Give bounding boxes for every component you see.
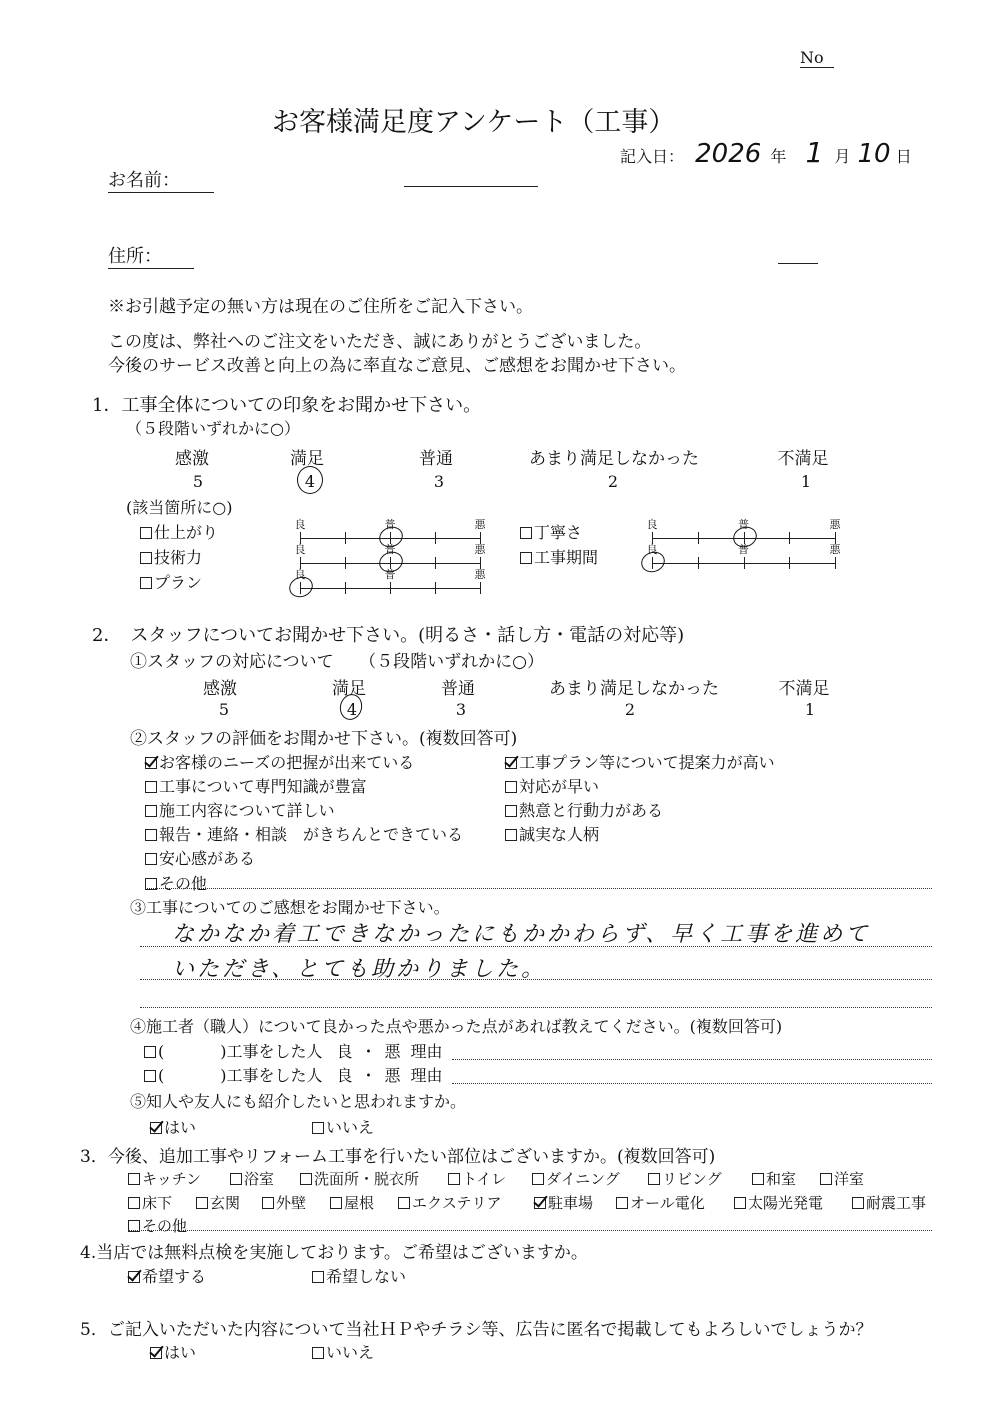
q1-scale-value[interactable]: 4 xyxy=(304,472,316,491)
q2-title: 2． スタッフについてお聞かせ下さい。(明るさ・話し方・電話の対応等) xyxy=(92,625,685,646)
q1-scale-label: 感激 xyxy=(175,449,209,469)
item-label: 工事について専門知識が豊富 xyxy=(159,777,367,796)
option-label: 玄関 xyxy=(210,1194,241,1212)
checkbox[interactable] xyxy=(312,1347,324,1359)
option-label: 洗面所・脱衣所 xyxy=(314,1170,420,1188)
checkbox[interactable] xyxy=(145,853,157,865)
staff-eval-item[interactable] xyxy=(505,774,599,797)
separator: ・ xyxy=(360,1066,377,1085)
thanks-line-1: この度は、弊社へのご注文をいただき、誠にありがとうございました。 xyxy=(108,332,652,352)
scale-mid-label: 普 xyxy=(384,568,396,581)
bad-option[interactable]: 悪 xyxy=(384,1042,401,1061)
q2-scale-label: あまり満足しなかった xyxy=(549,679,719,699)
comment-rule xyxy=(140,1007,932,1008)
checkbox[interactable] xyxy=(398,1197,410,1209)
name-field[interactable] xyxy=(404,186,538,187)
area-option[interactable] xyxy=(648,1168,722,1189)
option-label: トイレ xyxy=(462,1170,507,1188)
q2-scale-value[interactable]: 1 xyxy=(804,700,816,719)
scale-tick[interactable] xyxy=(835,557,836,569)
item-label: 工事期間 xyxy=(534,548,599,567)
checkbox[interactable] xyxy=(145,805,157,817)
page-title: お客様満足度アンケート（工事） xyxy=(272,107,676,138)
checkbox[interactable] xyxy=(262,1197,274,1209)
checkbox-checked[interactable] xyxy=(150,1347,162,1359)
option-label: 希望しない xyxy=(326,1267,407,1286)
q1-scale-value[interactable]: 1 xyxy=(800,472,812,491)
rating-scale-line[interactable] xyxy=(294,568,486,592)
q2-sub5-title: ⑤知人や友人にも紹介したいと思われますか。 xyxy=(130,1092,467,1111)
option-label: 駐車場 xyxy=(548,1194,594,1212)
scale-mid-label: 普 xyxy=(384,518,396,531)
option-label: 屋根 xyxy=(344,1194,375,1212)
option-label: リビング xyxy=(662,1170,722,1188)
selected-mark-circle xyxy=(638,548,667,575)
q5-yes[interactable] xyxy=(150,1340,196,1363)
q4-no[interactable] xyxy=(312,1264,406,1287)
item-label: 誠実な人柄 xyxy=(519,825,600,844)
staff-eval-item[interactable] xyxy=(145,750,414,773)
checkbox[interactable] xyxy=(752,1173,764,1185)
comment-rule xyxy=(140,946,932,947)
scale-tick[interactable] xyxy=(390,582,391,594)
option-label: 太陽光発電 xyxy=(748,1194,824,1212)
option-label: 希望する xyxy=(142,1267,207,1286)
scale-tick[interactable] xyxy=(345,582,346,594)
item-label: 丁寧さ xyxy=(534,523,583,542)
option-label: 外壁 xyxy=(276,1194,307,1212)
comment-line-2[interactable]: いただき、とても助かりました。 xyxy=(172,957,547,982)
area-option[interactable] xyxy=(752,1168,796,1189)
q1-sub-instruction: (該当箇所に○) xyxy=(126,498,233,517)
scale-bad-label: 悪 xyxy=(474,518,486,531)
rating-scale-line[interactable] xyxy=(294,518,486,542)
option-label: はい xyxy=(164,1118,197,1137)
date-month[interactable]: 1 xyxy=(805,136,824,169)
option-label: キッチン xyxy=(142,1170,201,1188)
option-label: エクステリア xyxy=(412,1194,502,1212)
checkbox-checked[interactable] xyxy=(145,757,157,769)
checkbox[interactable] xyxy=(230,1173,242,1185)
q2-scale-value[interactable]: 2 xyxy=(624,700,636,719)
checkbox[interactable] xyxy=(532,1173,544,1185)
rating-scale-line[interactable] xyxy=(294,543,486,567)
area-option[interactable] xyxy=(616,1192,705,1213)
reason-label: 理由 xyxy=(410,1066,443,1085)
item-finish[interactable] xyxy=(140,520,218,543)
q2-sub1-title: ①スタッフの対応について （５段階いずれかに○） xyxy=(130,652,544,672)
area-option[interactable] xyxy=(230,1168,274,1189)
q4-yes[interactable] xyxy=(128,1264,206,1287)
item-label: 報告・連絡・相談 がきちんとできている xyxy=(159,825,464,844)
checkbox[interactable] xyxy=(520,552,532,564)
checkbox[interactable] xyxy=(734,1197,746,1209)
q2-scale-label: 普通 xyxy=(441,679,475,699)
recommend-no[interactable] xyxy=(312,1115,374,1138)
area-option[interactable] xyxy=(330,1192,374,1213)
staff-eval-item[interactable] xyxy=(505,750,775,773)
date-label: 記入日： xyxy=(620,147,685,166)
worker-label: )工事をした人 xyxy=(220,1042,323,1061)
option-label: 洋室 xyxy=(834,1170,865,1188)
scale-good-label: 良 xyxy=(646,518,658,531)
checkbox[interactable] xyxy=(144,1070,156,1082)
q2-sub3-title: ③工事についてのご感想をお聞かせ下さい。 xyxy=(130,898,450,917)
q2-scale-value[interactable]: 4 xyxy=(346,700,358,719)
area-option[interactable] xyxy=(852,1192,926,1213)
checkbox-checked[interactable] xyxy=(534,1197,546,1209)
area-option[interactable] xyxy=(532,1168,620,1189)
worker-label: )工事をした人 xyxy=(220,1066,323,1085)
comment-rule xyxy=(140,979,932,980)
scale-mid-label: 普 xyxy=(738,543,749,556)
date-year[interactable]: 2026 xyxy=(695,139,762,169)
checkbox[interactable] xyxy=(520,527,532,539)
option-label: いいえ xyxy=(326,1118,375,1137)
checkbox[interactable] xyxy=(140,552,152,564)
area-option[interactable] xyxy=(128,1168,201,1189)
checkbox[interactable] xyxy=(128,1197,140,1209)
recommend-yes[interactable] xyxy=(150,1115,196,1138)
area-option[interactable] xyxy=(734,1192,823,1213)
scale-tick[interactable] xyxy=(698,557,699,569)
option-label: いいえ xyxy=(326,1343,375,1362)
checkbox[interactable] xyxy=(448,1173,460,1185)
q2-sub4-title: ④施工者（職人）について良かった点や悪かった点があれば教えてください。(複数回答可) xyxy=(130,1017,783,1036)
date-day[interactable]: 10 xyxy=(857,139,891,169)
scale-good-label: 良 xyxy=(294,518,306,531)
option-label: その他 xyxy=(142,1217,188,1235)
checkbox[interactable] xyxy=(648,1173,660,1185)
item-label: 安心感がある xyxy=(159,849,256,868)
good-option[interactable]: 良 xyxy=(336,1066,353,1085)
area-option[interactable] xyxy=(398,1192,502,1213)
checkbox[interactable] xyxy=(196,1197,208,1209)
area-option[interactable] xyxy=(534,1192,593,1213)
checkbox[interactable] xyxy=(145,829,157,841)
area-option[interactable] xyxy=(820,1168,864,1189)
scale-tick[interactable] xyxy=(789,557,790,569)
thanks-line-2: 今後のサービス改善と向上の為に率直なご意見、ご感想をお聞かせ下さい。 xyxy=(108,356,686,376)
name-label: お名前： xyxy=(108,166,214,193)
q2-scale-value[interactable]: 5 xyxy=(218,700,230,719)
staff-eval-item[interactable] xyxy=(505,822,599,845)
q1-scale-label: 満足 xyxy=(290,449,324,469)
q3-title: 3．今後、追加工事やリフォーム工事を行いたい部位はございますか。(複数回答可) xyxy=(80,1147,716,1167)
item-label: プラン xyxy=(154,573,203,592)
staff-eval-item[interactable] xyxy=(145,774,367,797)
checkbox[interactable] xyxy=(144,1046,156,1058)
scale-mid-label: 普 xyxy=(384,543,396,556)
selected-mark-circle xyxy=(286,573,315,600)
item-label: 熱意と行動力がある xyxy=(519,801,664,820)
option-label: 耐震工事 xyxy=(866,1194,927,1212)
q1-instruction: （５段階いずれかに○） xyxy=(126,419,300,438)
checkbox[interactable] xyxy=(312,1122,324,1134)
rating-scale-line[interactable] xyxy=(646,518,841,542)
item-label: 施工内容について詳しい xyxy=(159,801,335,820)
reason-line[interactable] xyxy=(452,1083,932,1084)
day-unit: 日 xyxy=(895,147,912,166)
reason-label: 理由 xyxy=(410,1042,443,1061)
option-label: 床下 xyxy=(142,1194,173,1212)
paren-open: ( xyxy=(158,1042,165,1061)
scale-tick[interactable] xyxy=(480,582,481,594)
checkbox[interactable] xyxy=(505,829,517,841)
q2-sub2-title: ②スタッフの評価をお聞かせ下さい。(複数回答可) xyxy=(130,729,518,749)
checkbox[interactable] xyxy=(140,527,152,539)
checkbox[interactable] xyxy=(505,805,517,817)
option-label: 浴室 xyxy=(244,1170,275,1188)
entry-date xyxy=(620,136,912,168)
scale-mid-label: 普 xyxy=(738,518,749,531)
reason-line[interactable] xyxy=(452,1059,932,1060)
scale-tick[interactable] xyxy=(435,582,436,594)
q1-scale-value[interactable]: 5 xyxy=(192,472,204,491)
area-option[interactable] xyxy=(128,1192,172,1213)
address-note: ※お引越予定の無い方は現在のご住所をご記入下さい。 xyxy=(108,297,533,317)
area-option[interactable] xyxy=(196,1192,240,1213)
checkbox[interactable] xyxy=(616,1197,628,1209)
area-option[interactable] xyxy=(262,1192,306,1213)
scale-bad-label: 悪 xyxy=(474,543,486,556)
good-option[interactable]: 良 xyxy=(336,1042,353,1061)
scale-good-label: 良 xyxy=(294,543,306,556)
number-label: No xyxy=(800,48,834,68)
q1-scale-label: 普通 xyxy=(419,449,453,469)
q1-scale-label: 不満足 xyxy=(777,449,829,469)
q1-selected-circle xyxy=(297,466,323,494)
separator: ・ xyxy=(360,1042,377,1061)
item-plan[interactable] xyxy=(140,570,202,593)
option-label: ダイニング xyxy=(546,1170,620,1188)
staff-eval-item[interactable] xyxy=(145,822,463,845)
checkbox[interactable] xyxy=(312,1271,324,1283)
checkbox-checked[interactable] xyxy=(128,1271,140,1283)
option-label: オール電化 xyxy=(630,1194,705,1212)
checkbox[interactable] xyxy=(145,781,157,793)
paren-open: ( xyxy=(158,1066,165,1085)
staff-eval-item[interactable] xyxy=(505,798,663,821)
address-field[interactable] xyxy=(778,263,818,264)
other-line[interactable] xyxy=(145,888,932,889)
rating-scale-line[interactable] xyxy=(646,543,841,567)
item-label: お客様のニーズの把握が出来ている xyxy=(159,753,415,772)
q5-title: 5．ご記入いただいた内容について当社ＨＰやチラシ等、広告に匿名で掲載してもよろしいでしょうか？ xyxy=(80,1320,873,1340)
checkbox[interactable] xyxy=(820,1173,832,1185)
item-skill[interactable] xyxy=(140,545,202,568)
checkbox[interactable] xyxy=(140,577,152,589)
month-unit: 月 xyxy=(834,147,851,166)
area-option[interactable] xyxy=(128,1215,187,1236)
q4-title: 4.当店では無料点検を実施しております。ご希望はございますか。 xyxy=(80,1243,588,1263)
staff-eval-item[interactable] xyxy=(145,798,335,821)
worker-row[interactable] xyxy=(144,1063,443,1086)
scale-bad-label: 悪 xyxy=(474,568,486,581)
scale-tick[interactable] xyxy=(744,557,745,569)
option-label: はい xyxy=(164,1343,197,1362)
item-label: 技術力 xyxy=(154,548,203,567)
q2-scale-value[interactable]: 3 xyxy=(455,700,467,719)
q3-other-line[interactable] xyxy=(128,1230,932,1231)
q2-scale-label: 満足 xyxy=(332,679,366,699)
checkbox[interactable] xyxy=(300,1173,312,1185)
staff-eval-item[interactable] xyxy=(145,871,207,894)
address-label: 住所： xyxy=(108,242,194,269)
scale-bad-label: 悪 xyxy=(829,518,841,531)
q1-scale-value[interactable]: 2 xyxy=(607,472,619,491)
q2-scale-label: 感激 xyxy=(203,679,237,699)
checkbox-checked[interactable] xyxy=(150,1122,162,1134)
worker-row[interactable] xyxy=(144,1039,443,1062)
item-label: その他 xyxy=(159,874,208,893)
q5-no[interactable] xyxy=(312,1340,374,1363)
bad-option[interactable]: 悪 xyxy=(384,1066,401,1085)
q1-title: 1．工事全体についての印象をお聞かせ下さい。 xyxy=(92,395,482,416)
item-label: 対応が早い xyxy=(519,777,600,796)
scale-good-label: 良 xyxy=(294,568,306,581)
item-label: 仕上がり xyxy=(154,523,219,542)
year-unit: 年 xyxy=(770,147,787,166)
checkbox[interactable] xyxy=(505,781,517,793)
q1-scale-value[interactable]: 3 xyxy=(433,472,445,491)
item-label: 工事プラン等について提案力が高い xyxy=(519,753,775,772)
item-period[interactable] xyxy=(520,545,598,568)
staff-eval-item[interactable] xyxy=(145,846,255,869)
scale-good-label: 良 xyxy=(646,543,658,556)
checkbox[interactable] xyxy=(852,1197,864,1209)
area-option[interactable] xyxy=(300,1168,419,1189)
option-label: 和室 xyxy=(766,1170,797,1188)
checkbox[interactable] xyxy=(128,1173,140,1185)
item-politeness[interactable] xyxy=(520,520,582,543)
q1-scale-label: あまり満足しなかった xyxy=(529,449,699,469)
comment-line-1[interactable]: なかなか着工できなかったにもかかわらず、早く工事を進めて xyxy=(172,922,871,947)
checkbox-checked[interactable] xyxy=(505,757,517,769)
area-option[interactable] xyxy=(448,1168,506,1189)
checkbox[interactable] xyxy=(330,1197,342,1209)
scale-bad-label: 悪 xyxy=(829,543,841,556)
q2-scale-label: 不満足 xyxy=(778,679,830,699)
